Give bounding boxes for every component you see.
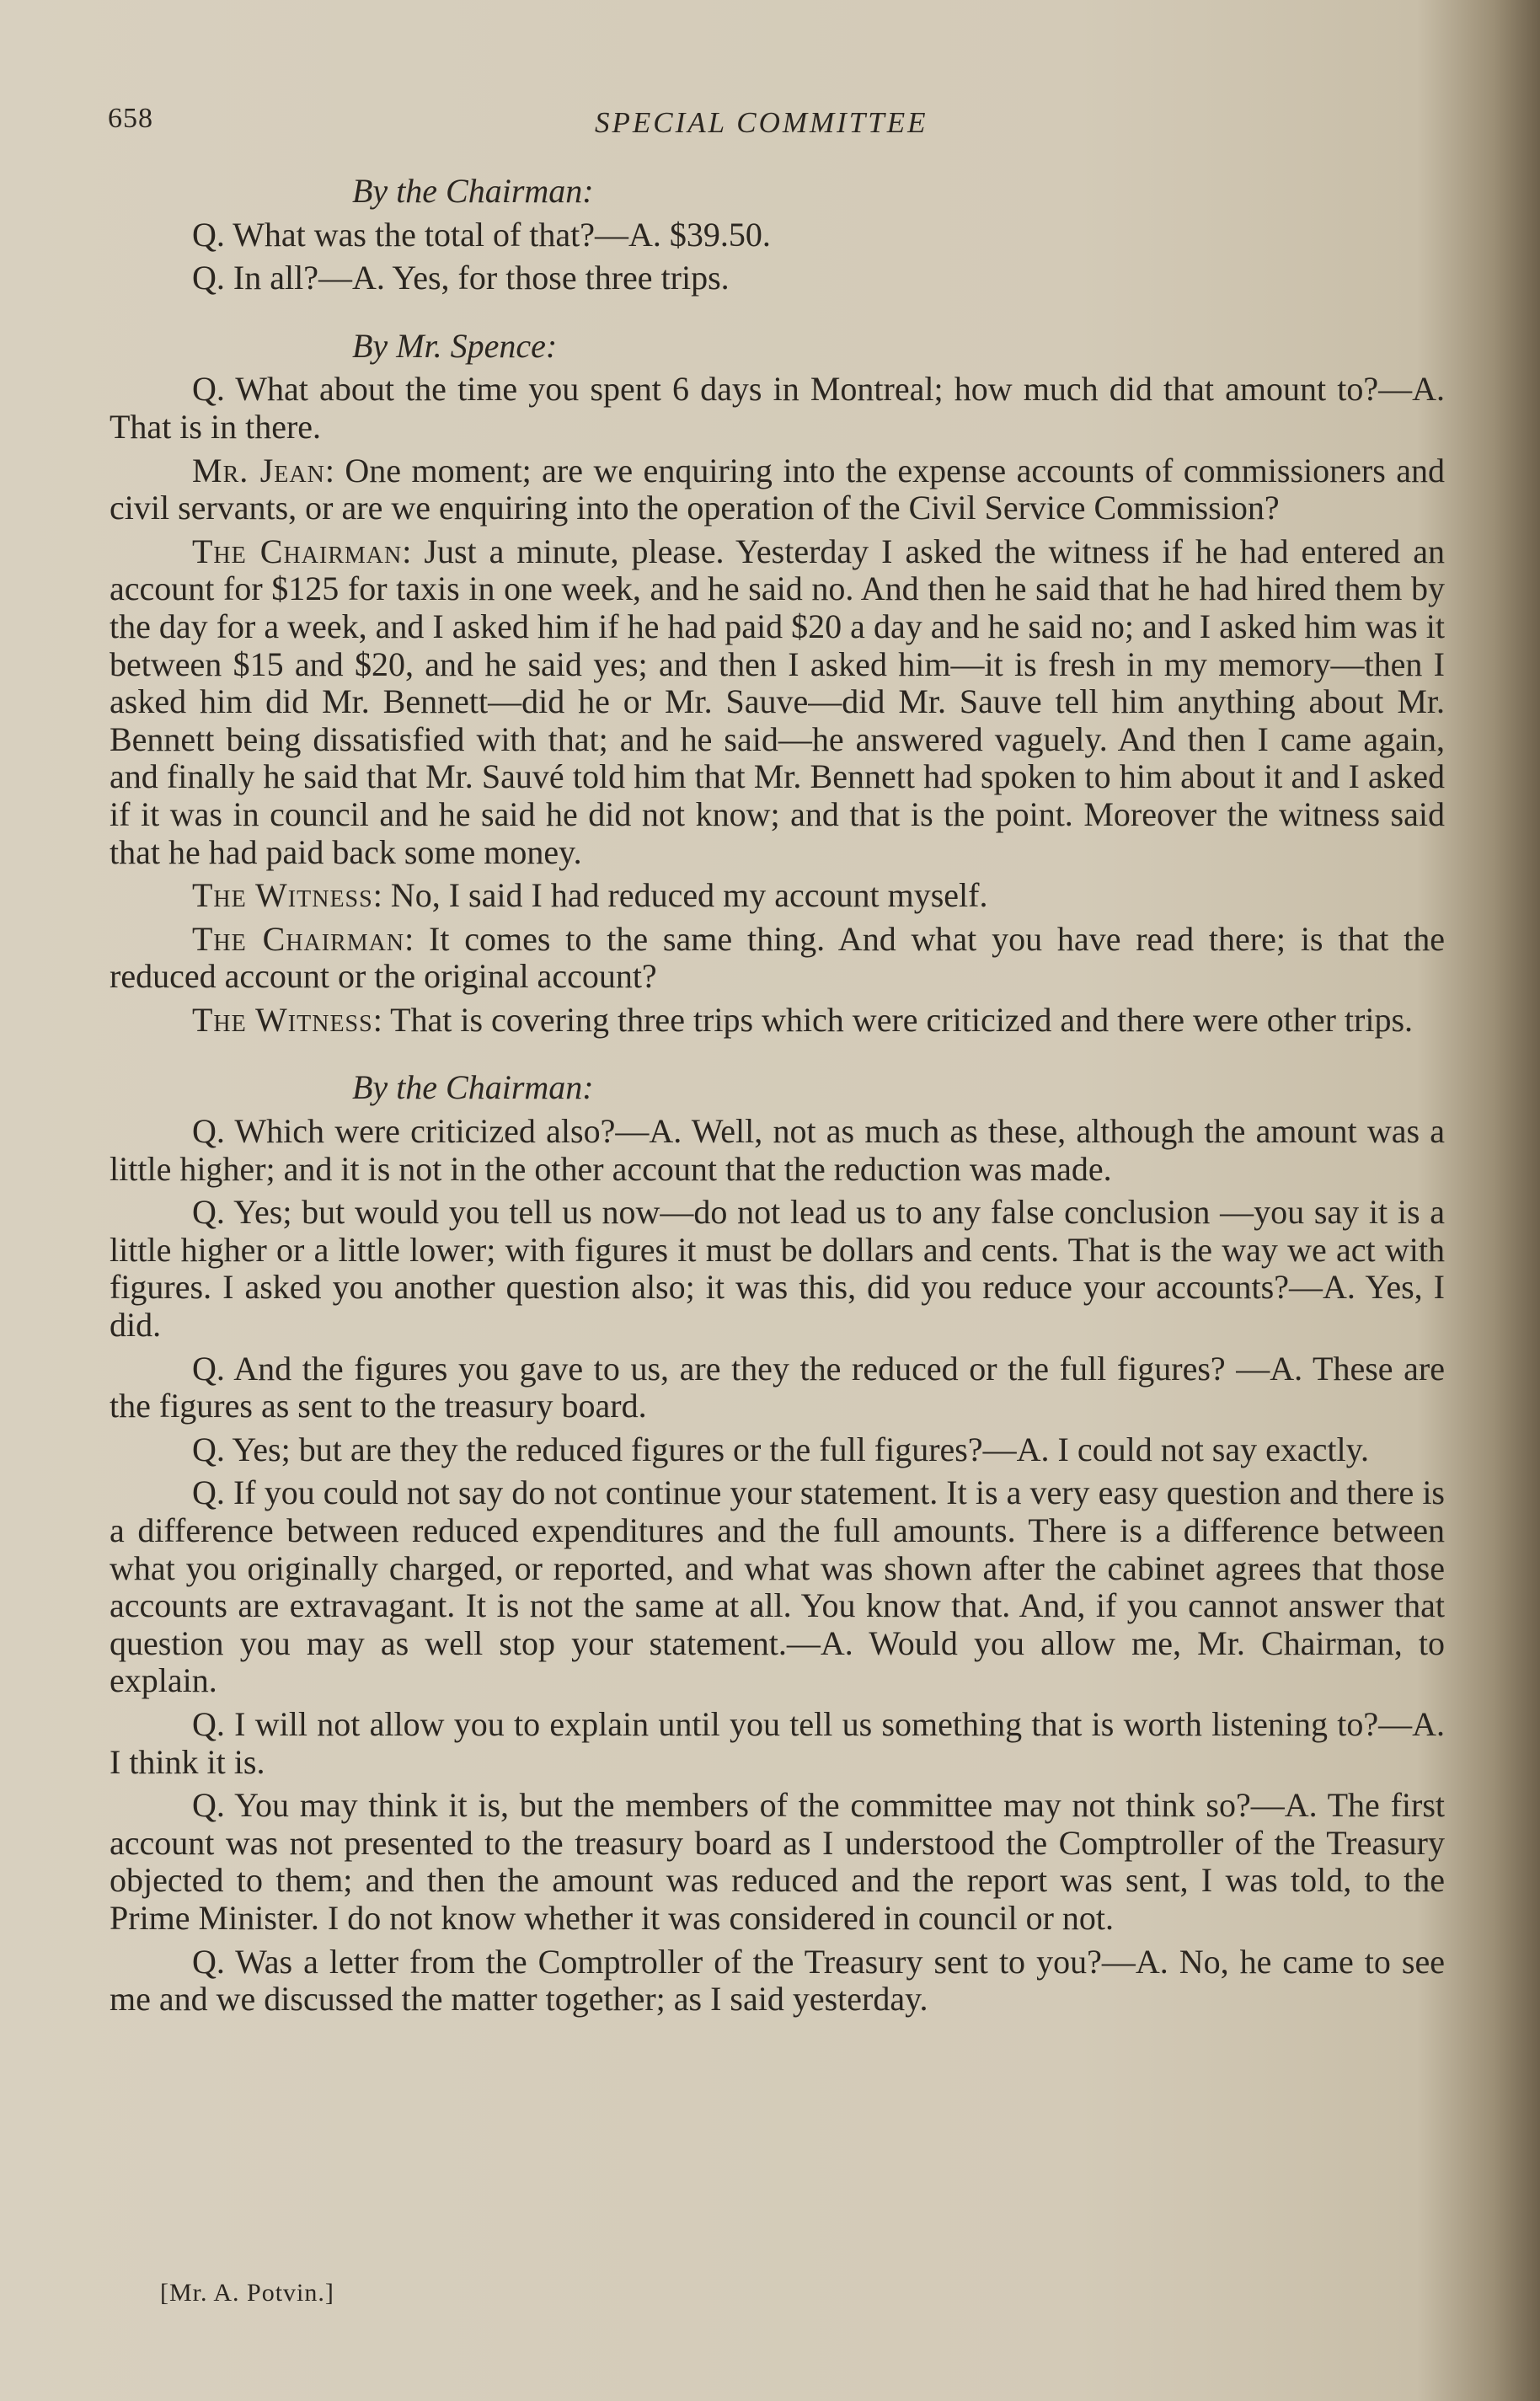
speaker-paragraph (110, 452, 1445, 527)
page-header (108, 103, 1452, 153)
witness-footnote: [Mr. A. Potvin.] (160, 2279, 334, 2307)
speaker-text: : No, I said I had reduced my account myself. (372, 876, 988, 915)
question-answer: Q. What about the time you spent 6 days in Montreal; how much did that amount to?—A. That is in there. (110, 370, 1445, 446)
page-number: 658 (108, 103, 153, 134)
question-answer: Q. And the figures you gave to us, are they the reduced or the full figures? —A. These are the figures as sent to the treasury board. (110, 1349, 1445, 1425)
speaker-text: : It comes to the same thing. And what you have read there; is that the reduced account or the original account? (110, 919, 1446, 996)
speaker-paragraph (110, 921, 1445, 996)
speaker-name: The Chairman (192, 919, 405, 958)
question-answer: Q. Yes; but would you tell us now—do not lead us to any false conclusion —you say it is a little higher or a little lower; with figures it must be dollars and cents. That is the way we act with figures. I asked you another question also; it was this, did you reduce your accounts?—A. Yes, I did. (110, 1193, 1445, 1345)
speaker-text: : One moment; are we enquiring into the expense accounts of commissioners and civil servants, or are we enquiring into the operation of the Civil Service Commission? (110, 451, 1446, 527)
speaker-paragraph (110, 533, 1445, 871)
byline: By Mr. Spence: (352, 326, 558, 365)
running-head: SPECIAL COMMITTEE (595, 106, 928, 139)
speaker-name: The Witness (192, 876, 373, 915)
speaker-paragraph (110, 877, 1445, 915)
speaker-name: The Witness (192, 1000, 373, 1039)
question-answer: Q. In all?—A. Yes, for those three trips. (192, 259, 730, 297)
speaker-text: : That is covering three trips which were criticized and there were other trips. (372, 1000, 1414, 1039)
question-answer: Q. Was a letter from the Comptroller of the Treasury sent to you?—A. No, he came to see me and we discussed the matter together; as I said yesterday. (110, 1942, 1445, 2019)
question-answer: Q. What was the total of that?—A. $39.50. (192, 215, 771, 254)
question-answer: Q. I will not allow you to explain until you tell us something that is worth listening to?—A. I think it is. (110, 1704, 1445, 1781)
speaker-name: The Chairman (192, 532, 403, 570)
speaker-paragraph (110, 1002, 1445, 1040)
question-answer: Q. If you could not say do not continue your statement. It is a very easy question and there is a difference between reduced expenditures and the full amounts. There is a difference between what you originally charged, or reported, and what was shown after the cabinet agrees that those accounts are extravagant. It is not the same at all. You know that. And, if you cannot answer that question you may as well stop your statement.—A. Would you allow me, Mr. Chairman, to explain. (110, 1473, 1445, 1700)
byline: By the Chairman: (352, 1068, 594, 1107)
transcript-body (110, 173, 1445, 2024)
question-answer: Q. You may think it is, but the members of the committee may not think so?—A. The first account was not presented to the treasury board as I understood the Comptroller of the Treasury objected to them; and then the amount was reduced and the report was sent, I was told, to the Prime Minister. I do not know whether it was considered in council or not. (110, 1786, 1445, 1937)
byline: By the Chairman: (352, 172, 594, 210)
speaker-name: Mr. Jean (192, 451, 325, 489)
question-answer: Q. Yes; but are they the reduced figures or the full figures?—A. I could not say exactly. (192, 1430, 1370, 1468)
speaker-text: : Just a minute, please. Yesterday I asked the witness if he had entered an account for $125 for taxis in one week, and he said no. And then he said that he had hired them by the day for a week, and I asked him if he had paid $20 a day and he said no; and I asked him was it between $15 and $20, and he said yes; and then I asked him—it is fresh in my memory—then I asked him did Mr. Bennett—did he or Mr. Sauve—did Mr. Sauve tell him anything about Mr. Bennett being dissatisfied with that; and he said—he answered vaguely. And then I came again, and finally he said that Mr. Sauvé told him that Mr. Bennett had spoken to him about it and I asked if it was in council and he said he did not know; and that is the point. Moreover the witness said that he had paid back some money. (110, 532, 1446, 871)
question-answer: Q. Which were criticized also?—A. Well, not as much as these, although the amount was a little higher; and it is not in the other account that the reduction was made. (110, 1112, 1445, 1188)
